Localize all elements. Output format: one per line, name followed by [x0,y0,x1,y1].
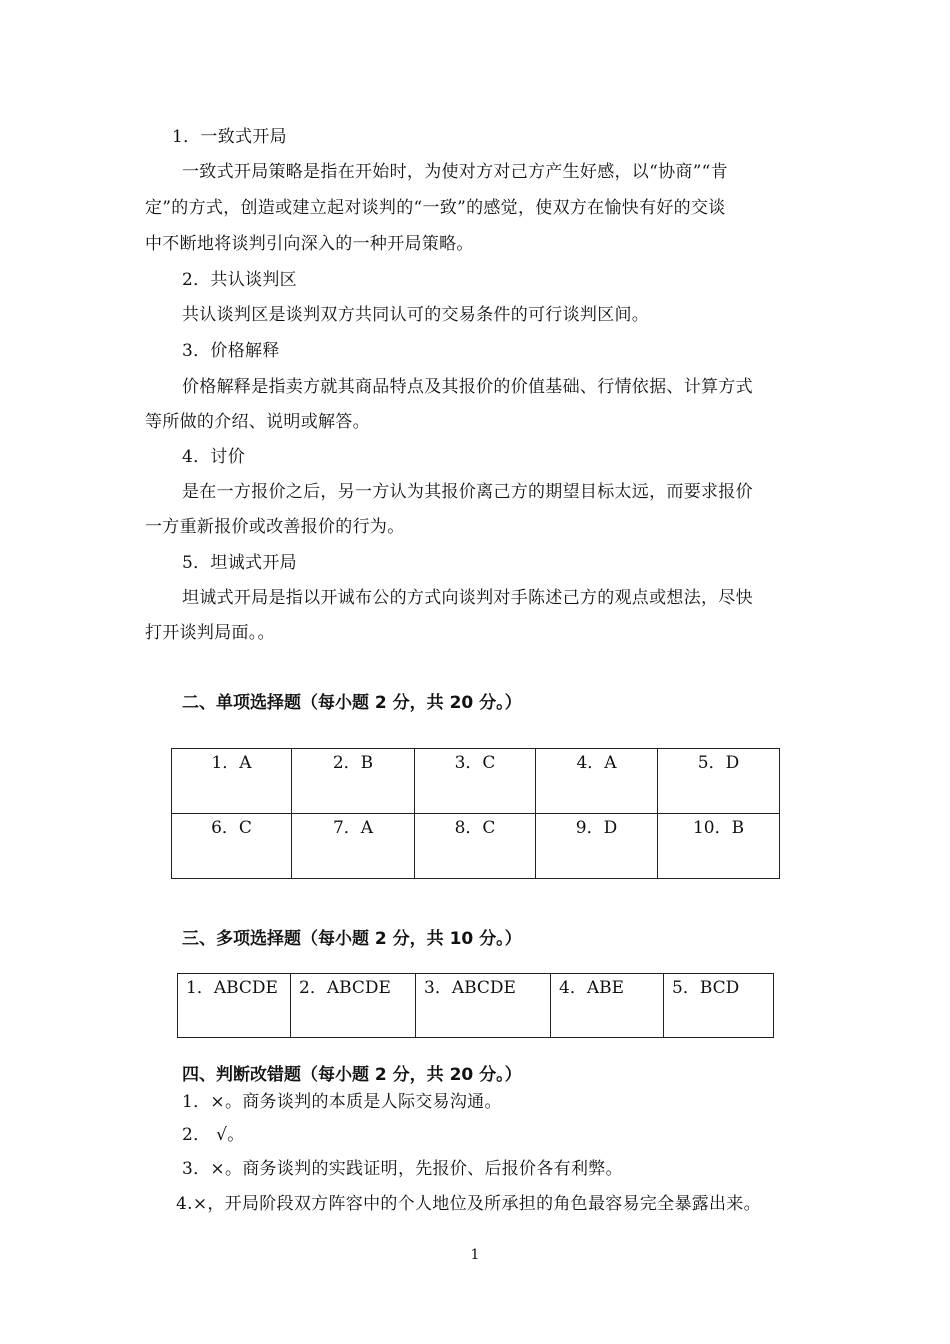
true-false-item: 2． √。 [182,1125,245,1145]
term-title: 2．共认谈判区 [182,270,297,290]
answer-cell: 2．ABCDE [291,974,416,1038]
answer-cell: 3．C [415,749,536,814]
single-choice-answer-table [171,748,780,879]
true-false-heading: 四、判断改错题（每小题 2 分，共 20 分。） [182,1065,522,1085]
definition-line: 是在一方报价之后，另一方认为其报价离己方的期望目标太远，而要求报价 [182,482,753,502]
table-row [172,814,780,879]
definition-line: 一致式开局策略是指在开始时，为使对方对己方产生好感，以“协商”“肯 [182,162,728,182]
term-title: 5．坦诚式开局 [182,553,297,573]
answer-cell: 5．BCD [664,974,774,1038]
page-number: 1 [470,1247,480,1263]
single-choice-heading: 二、单项选择题（每小题 2 分，共 20 分。） [182,693,522,713]
answer-cell: 7．A [292,814,415,879]
definition-line: 共认谈判区是谈判双方共同认可的交易条件的可行谈判区间。 [182,305,650,325]
true-false-item: 1．×。商务谈判的本质是人际交易沟通。 [182,1092,502,1112]
answer-cell: 4．A [536,749,658,814]
answer-cell: 5．D [658,749,780,814]
definition-line: 等所做的介绍、说明或解答。 [145,412,370,432]
definition-line: 中不断地将谈判引向深入的一种开局策略。 [145,234,474,254]
answer-cell: 6．C [172,814,292,879]
answer-cell: 10．B [658,814,780,879]
answer-cell: 8．C [415,814,536,879]
answer-cell: 1．A [172,749,292,814]
term-title: 4．讨价 [182,447,246,467]
true-false-item: 3．×。商务谈判的实践证明，先报价、后报价各有利弊。 [182,1159,623,1179]
definition-line: 打开谈判局面。。 [145,623,275,643]
answer-cell: 9．D [536,814,658,879]
definition-line: 价格解释是指卖方就其商品特点及其报价的价值基础、行情依据、计算方式 [182,377,753,397]
term-title: 1．一致式开局 [172,127,287,147]
answer-cell: 3．ABCDE [416,974,551,1038]
definition-line: 坦诚式开局是指以开诚布公的方式向谈判对手陈述己方的观点或想法，尽快 [182,588,753,608]
multiple-choice-heading: 三、多项选择题（每小题 2 分，共 10 分。） [182,929,522,949]
table-row [172,749,780,814]
definition-line: 一方重新报价或改善报价的行为。 [145,517,405,537]
definition-line: 定”的方式，创造或建立起对谈判的“一致”的感觉，使双方在愉快有好的交谈 [145,198,726,218]
answer-cell: 1．ABCDE [178,974,291,1038]
answer-cell: 4．ABE [551,974,664,1038]
table-row [178,974,774,1038]
answer-cell: 2．B [292,749,415,814]
multiple-choice-answer-table [177,973,774,1038]
term-title: 3．价格解释 [182,341,280,361]
true-false-item: 4.×，开局阶段双方阵容中的个人地位及所承担的角色最容易完全暴露出来。 [176,1194,761,1214]
